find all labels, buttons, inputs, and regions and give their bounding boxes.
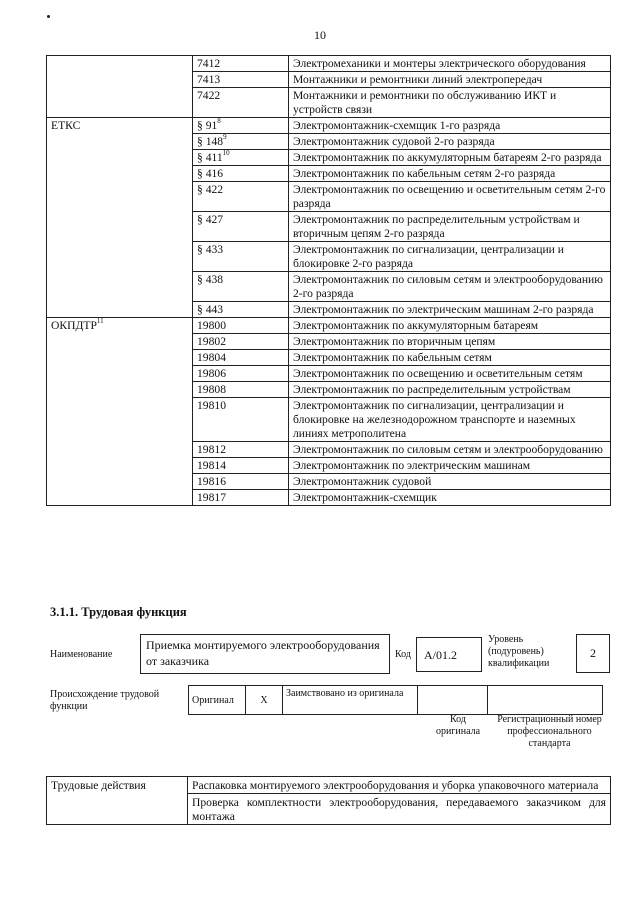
- code-value: 7412: [197, 57, 221, 70]
- labor-actions-label: Трудовые действия: [47, 777, 188, 825]
- occupation-name: Электромонтажник по освещению и осветительным сетям 2-го разряда: [289, 182, 611, 212]
- code-cell: [193, 318, 289, 334]
- code-cell: [193, 490, 289, 506]
- occupation-name: Электромонтажник по вторичным цепям: [289, 334, 611, 350]
- occupation-name: Электромонтажник по сигнализации, централизации и блокировке на железнодорожном транспорте и наземных линиях метрополитена: [289, 398, 611, 442]
- occupation-name: Электромонтажник по распределительным устройствам: [289, 382, 611, 398]
- occupation-name: Монтажники и ремонтники по обслуживанию ИКТ и устройств связи: [289, 88, 611, 118]
- occupation-name: Электромеханики и монтеры электрического оборудования: [289, 56, 611, 72]
- occupation-name: Электромонтажник по силовым сетям и электрооборудованию 2-го разряда: [289, 272, 611, 302]
- occupation-name: Электромонтажник по электрическим машинам: [289, 458, 611, 474]
- code-label: Код: [395, 649, 411, 660]
- footnote-ref: 11: [96, 317, 104, 325]
- occupation-name: Электромонтажник по освещению и осветительным сетям: [289, 366, 611, 382]
- code-cell: [193, 242, 289, 272]
- reg-number-label: Регистрационный номер профессионального стандарта: [497, 714, 602, 749]
- group-label: ОКПДТР: [51, 319, 97, 332]
- code-cell: [193, 166, 289, 182]
- occupation-name: Монтажники и ремонтники линий электропередач: [289, 72, 611, 88]
- code-cell: [193, 302, 289, 318]
- level-label: Уровень (подуровень) квалификации: [488, 634, 550, 669]
- code-cell: [193, 182, 289, 212]
- group-cell: [47, 318, 193, 506]
- page-number: 10: [314, 28, 326, 42]
- code-value: § 433: [197, 243, 224, 256]
- labor-actions-table: [46, 776, 611, 825]
- code-cell: [193, 458, 289, 474]
- table-row: [47, 318, 611, 334]
- code-cell: [193, 474, 289, 490]
- occupation-name: Электромонтажник по аккумуляторным батареям 2-го разряда: [289, 150, 611, 166]
- code-cell: [193, 398, 289, 442]
- code-original-cell: [418, 686, 488, 715]
- labor-action-item: Распаковка монтируемого электрооборудования и уборка упаковочного материала: [188, 777, 611, 794]
- occupation-name: Электромонтажник по силовым сетям и электрооборудованию: [289, 442, 611, 458]
- code-cell: [193, 366, 289, 382]
- borrowed-label: Заимствовано из оригинала: [283, 686, 418, 715]
- footnote-ref: 8: [217, 117, 221, 125]
- code-value: § 416: [197, 167, 224, 180]
- occupation-name: Электромонтажник по распределительным устройствам и вторичным цепям 2-го разряда: [289, 212, 611, 242]
- code-value: 7422: [197, 89, 221, 102]
- code-value: 19808: [197, 383, 226, 396]
- code-cell: [193, 72, 289, 88]
- group-cell: [47, 118, 193, 318]
- code-value: 19814: [197, 459, 226, 472]
- classification-table: [46, 55, 611, 506]
- code-value: 19806: [197, 367, 226, 380]
- occupation-name: Электромонтажник судовой 2-го разряда: [289, 134, 611, 150]
- code-value: § 148: [197, 135, 224, 148]
- code-value: 19817: [197, 491, 226, 504]
- code-cell: [193, 134, 289, 150]
- section-title: 3.1.1. Трудовая функция: [50, 605, 187, 619]
- function-code-box: А/01.2: [416, 637, 482, 672]
- name-label: Наименование: [50, 649, 113, 660]
- code-value: 19812: [197, 443, 226, 456]
- occupation-name: Электромонтажник по сигнализации, централизации и блокировке 2-го разряда: [289, 242, 611, 272]
- code-cell: [193, 88, 289, 118]
- code-value: § 422: [197, 183, 224, 196]
- code-value: § 438: [197, 273, 224, 286]
- reg-number-cell: [488, 686, 603, 715]
- code-value: § 91: [197, 119, 218, 132]
- code-value: 19800: [197, 319, 226, 332]
- code-cell: [193, 56, 289, 72]
- occupation-name: Электромонтажник судовой: [289, 474, 611, 490]
- code-value: 7413: [197, 73, 221, 86]
- code-value: 19804: [197, 351, 226, 364]
- original-label: Оригинал: [189, 686, 246, 715]
- occupation-name: Электромонтажник по электрическим машинам 2-го разряда: [289, 302, 611, 318]
- table-row: [47, 118, 611, 134]
- code-value: 19810: [197, 399, 226, 412]
- code-value: § 443: [197, 303, 224, 316]
- scan-mark: [47, 15, 50, 18]
- code-value: 19802: [197, 335, 226, 348]
- code-cell: [193, 150, 289, 166]
- footnote-ref: 9: [223, 133, 227, 141]
- occupation-name: Электромонтажник по кабельным сетям 2-го разряда: [289, 166, 611, 182]
- labor-action-item: Проверка комплектности электрооборудования, передаваемого заказчиком для монтажа: [188, 794, 611, 825]
- occupation-name: Электромонтажник-схемщик: [289, 490, 611, 506]
- code-value: § 427: [197, 213, 224, 226]
- origin-label: Происхождение трудовой функции: [50, 689, 160, 712]
- code-value: 19816: [197, 475, 226, 488]
- table-row: [47, 56, 611, 72]
- function-name-box: Приемка монтируемого электрооборудования от заказчика: [140, 634, 390, 674]
- code-cell: [193, 272, 289, 302]
- occupation-name: Электромонтажник по кабельным сетям: [289, 350, 611, 366]
- code-cell: [193, 118, 289, 134]
- footnote-ref: 10: [222, 149, 230, 157]
- code-cell: [193, 350, 289, 366]
- group-label: ЕТКС: [51, 119, 81, 132]
- level-box: 2: [576, 634, 610, 673]
- origin-table: [188, 685, 603, 715]
- occupation-name: Электромонтажник-схемщик 1-го разряда: [289, 118, 611, 134]
- code-original-label: Код оригинала: [435, 714, 481, 737]
- code-cell: [193, 212, 289, 242]
- original-mark: X: [246, 686, 283, 715]
- occupation-name: Электромонтажник по аккумуляторным батареям: [289, 318, 611, 334]
- group-cell: [47, 56, 193, 118]
- code-cell: [193, 442, 289, 458]
- code-cell: [193, 382, 289, 398]
- code-cell: [193, 334, 289, 350]
- code-value: § 411: [197, 151, 223, 164]
